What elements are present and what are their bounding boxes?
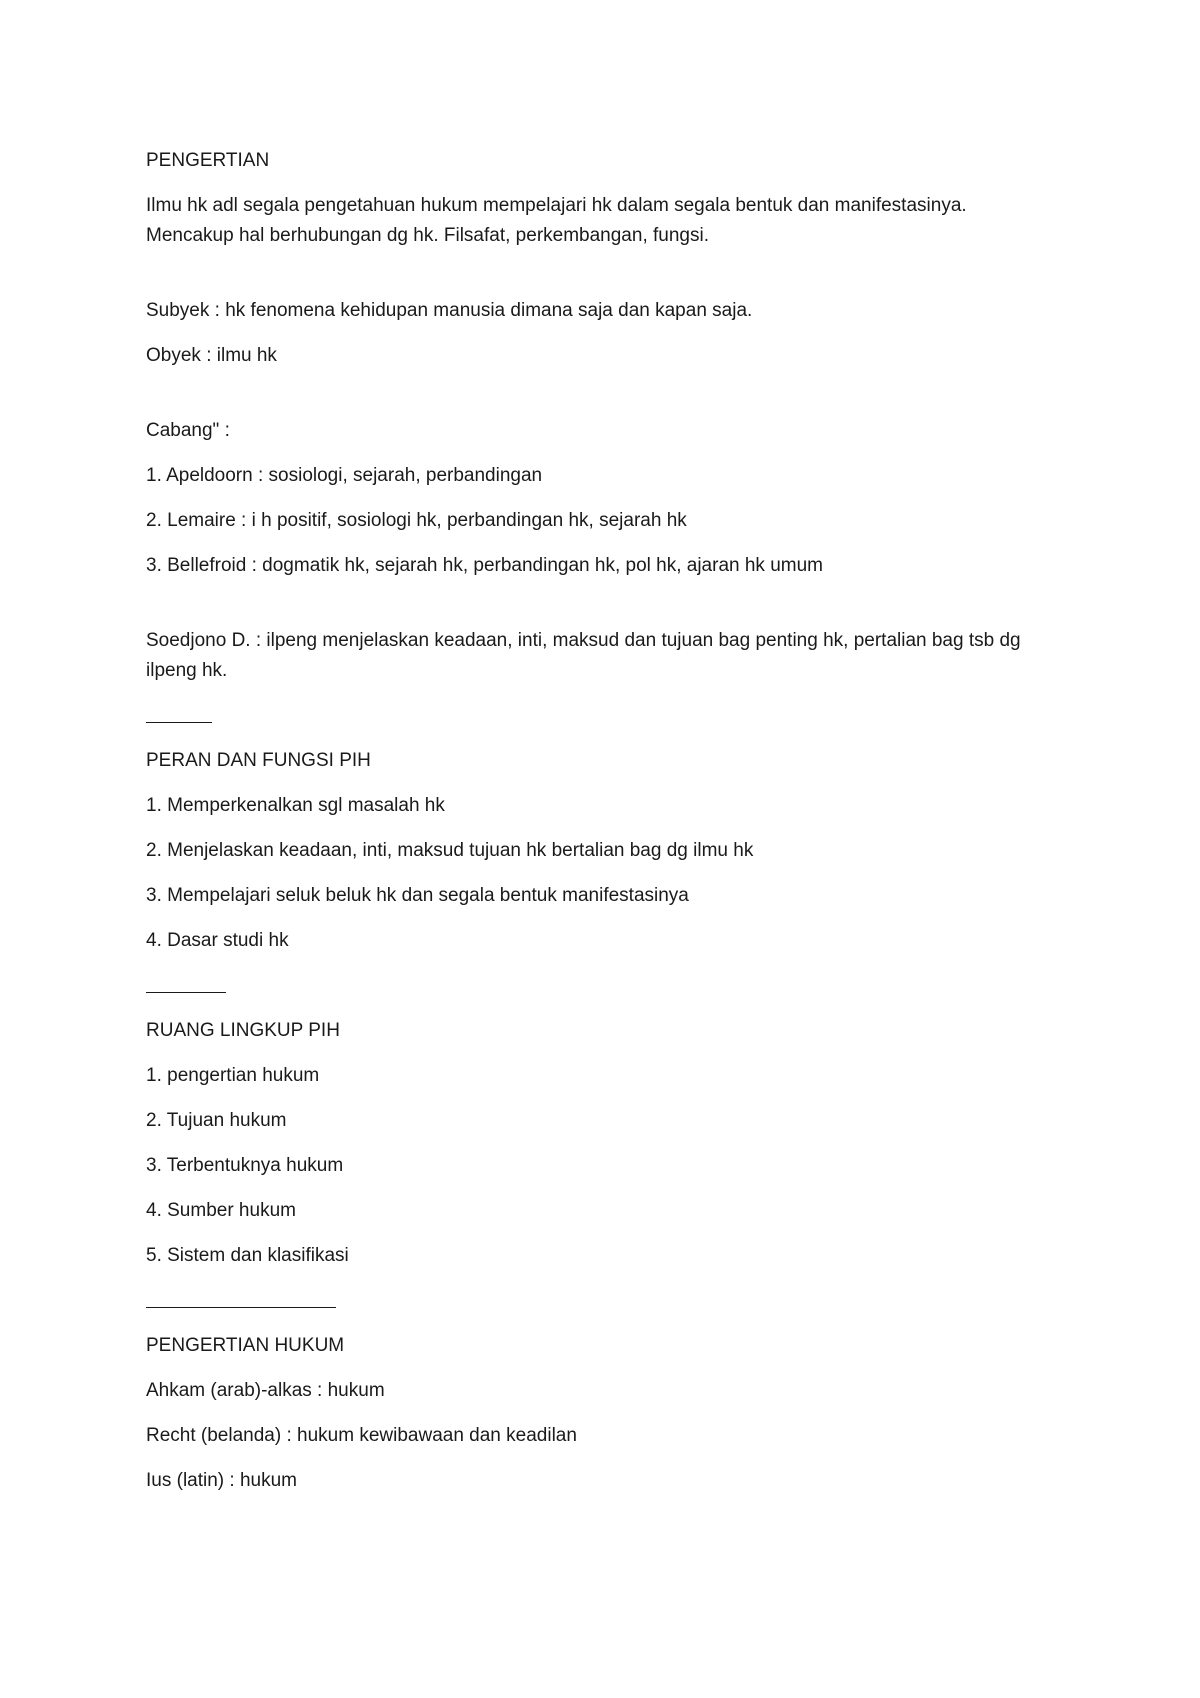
- paragraph-soedjono: Soedjono D. : ilpeng menjelaskan keadaan, inti, maksud dan tujuan bag penting hk, pertalian bag tsb dg ilpeng hk.: [146, 630, 1021, 681]
- document-body: [146, 146, 1056, 1511]
- list-item: 2. Menjelaskan keadaan, inti, maksud tujuan hk bertalian bag dg ilmu hk: [146, 840, 754, 861]
- list-item: 3. Mempelajari seluk beluk hk dan segala bentuk manifestasinya: [146, 885, 689, 906]
- list-item: 1. Memperkenalkan sgl masalah hk: [146, 795, 445, 816]
- separator-line: [146, 1286, 1056, 1316]
- list-item: 4. Sumber hukum: [146, 1200, 296, 1221]
- section-heading-pengertian-hukum: PENGERTIAN HUKUM: [146, 1335, 345, 1356]
- list-item: 3. Bellefroid : dogmatik hk, sejarah hk, perbandingan hk, pol hk, ajaran hk umum: [146, 555, 823, 576]
- list-item: 2. Lemaire : i h positif, sosiologi hk, perbandingan hk, sejarah hk: [146, 510, 687, 531]
- list-item: Ahkam (arab)-alkas : hukum: [146, 1380, 385, 1401]
- list-item: 2. Tujuan hukum: [146, 1110, 287, 1131]
- section-heading-ruang-lingkup: RUANG LINGKUP PIH: [146, 1020, 340, 1041]
- section-heading-peran: PERAN DAN FUNGSI PIH: [146, 750, 371, 771]
- separator-line: [146, 971, 1056, 1001]
- paragraph-ilmu-hukum: Ilmu hk adl segala pengetahuan hukum mempelajari hk dalam segala bentuk dan manifestasinya. Mencakup hal berhubungan dg hk. Filsafat, perkembangan, fungsi.: [146, 195, 967, 246]
- blank-line: [146, 596, 1056, 626]
- blank-line: [146, 386, 1056, 416]
- section-heading-pengertian: PENGERTIAN: [146, 150, 270, 171]
- list-item: 3. Terbentuknya hukum: [146, 1155, 344, 1176]
- separator-line: [146, 701, 1056, 731]
- list-item: 4. Dasar studi hk: [146, 930, 289, 951]
- list-item: Recht (belanda) : hukum kewibawaan dan keadilan: [146, 1425, 577, 1446]
- blank-line: [146, 266, 1056, 296]
- cabang-label: Cabang" :: [146, 420, 230, 441]
- list-item: 5. Sistem dan klasifikasi: [146, 1245, 349, 1266]
- list-item: 1. Apeldoorn : sosiologi, sejarah, perbandingan: [146, 465, 543, 486]
- list-item: 1. pengertian hukum: [146, 1065, 320, 1086]
- paragraph-obyek: Obyek : ilmu hk: [146, 345, 277, 366]
- paragraph-subyek: Subyek : hk fenomena kehidupan manusia dimana saja dan kapan saja.: [146, 300, 753, 321]
- list-item: Ius (latin) : hukum: [146, 1470, 297, 1491]
